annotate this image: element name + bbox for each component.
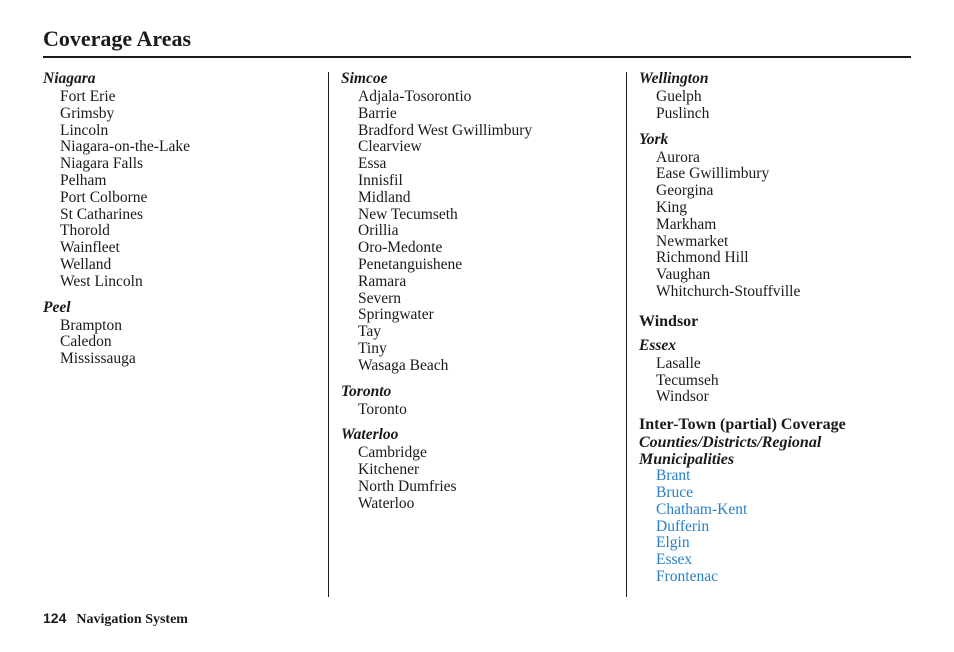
municipality-item: Severn [358, 289, 402, 307]
column-divider [626, 72, 627, 597]
municipality-item: Innisfil [358, 171, 403, 189]
municipality-item: St Catharines [60, 205, 144, 223]
municipality-item: Brampton [60, 316, 122, 334]
municipality-item: Guelph [656, 88, 702, 105]
intertown-link-dufferin[interactable]: Dufferin [656, 517, 710, 535]
municipality-item: Cambridge [358, 444, 427, 462]
municipality-item: Ease Gwillimbury [656, 165, 770, 183]
region-name: Essex [639, 336, 677, 354]
municipality-item: Lincoln [60, 121, 109, 139]
municipality-item: Toronto [358, 400, 407, 418]
municipality-item: Lasalle [656, 354, 701, 372]
region-group-waterloo [341, 426, 611, 512]
municipality-item: Wasaga Beach [358, 356, 449, 374]
title-rule [43, 56, 911, 58]
region-group-york [639, 131, 919, 301]
municipality-list [639, 150, 919, 301]
column-2 [341, 68, 611, 521]
column-3-groups [639, 70, 919, 301]
municipality-item: Fort Erie [60, 88, 116, 105]
municipality-item: Puslinch [656, 104, 710, 122]
region-name: Simcoe [341, 70, 388, 87]
column-divider [328, 72, 329, 597]
column-1 [43, 68, 313, 376]
municipality-list [341, 89, 611, 375]
municipality-list [341, 445, 611, 512]
municipality-item: Aurora [656, 148, 700, 166]
municipality-item: West Lincoln [60, 272, 143, 290]
intertown-link-list [639, 468, 919, 586]
region-group-wellington [639, 70, 919, 123]
municipality-item: Midland [358, 188, 411, 206]
region-group-niagara [43, 70, 313, 291]
municipality-item: Kitchener [358, 461, 420, 479]
municipality-item: Port Colborne [60, 188, 148, 206]
municipality-item: Windsor [656, 388, 709, 406]
municipality-item: Penetanguishene [358, 255, 463, 273]
region-name: Waterloo [341, 426, 399, 444]
municipality-item: Wainfleet [60, 239, 120, 257]
region-name: York [639, 130, 669, 148]
municipality-item: Niagara Falls [60, 155, 144, 173]
page-number: 124 [43, 610, 67, 626]
region-name: Niagara [43, 70, 96, 87]
municipality-item: Thorold [60, 222, 110, 240]
municipality-item: Niagara-on-the-Lake [60, 138, 190, 156]
section-heading-intertown: Inter-Town (partial) Coverage [639, 416, 846, 434]
municipality-item: Ramara [358, 272, 407, 290]
municipality-item: Markham [656, 215, 717, 233]
region-name: Toronto [341, 382, 392, 400]
municipality-list [43, 318, 313, 368]
municipality-item: Vaughan [656, 266, 711, 284]
municipality-item: Mississauga [60, 350, 136, 368]
municipality-item: Adjala-Tosorontio [358, 88, 472, 105]
municipality-item: Oro-Medonte [358, 239, 443, 257]
municipality-item: Pelham [60, 171, 107, 189]
region-name: Wellington [639, 70, 709, 87]
municipality-list [341, 402, 611, 419]
municipality-list [639, 89, 919, 123]
municipality-item: Bradford West Gwillimbury [358, 121, 533, 139]
intertown-link-brant[interactable]: Brant [656, 467, 691, 485]
intertown-link-essex[interactable]: Essex [656, 551, 693, 569]
municipality-item: Welland [60, 255, 112, 273]
region-name: Peel [43, 298, 71, 316]
municipality-item: Tecumseh [656, 371, 719, 389]
municipality-item: Tiny [358, 339, 387, 357]
municipality-item: North Dumfries [358, 477, 457, 495]
footer-section-title: Navigation System [76, 612, 188, 627]
municipality-item: Richmond Hill [656, 249, 749, 267]
municipality-item: Georgina [656, 182, 714, 200]
municipality-item: Grimsby [60, 104, 115, 122]
intertown-link-chatham-kent[interactable]: Chatham-Kent [656, 500, 748, 518]
municipality-list [43, 89, 313, 291]
page-title: Coverage Areas [43, 26, 192, 51]
municipality-item: Essa [358, 155, 387, 173]
intertown-link-bruce[interactable]: Bruce [656, 483, 694, 501]
municipality-item: Springwater [358, 306, 434, 324]
municipality-item: Whitchurch-Stouffville [656, 282, 801, 300]
region-group-peel [43, 299, 313, 368]
page-footer [43, 610, 188, 628]
region-group-simcoe [341, 70, 611, 375]
municipality-item: Waterloo [358, 494, 415, 512]
region-group-toronto [341, 383, 611, 419]
column-3 [639, 68, 919, 594]
municipality-list [639, 356, 919, 406]
municipality-item: Orillia [358, 222, 399, 240]
municipality-item: New Tecumseth [358, 205, 458, 223]
municipality-item: Barrie [358, 104, 397, 122]
municipality-item: Caledon [60, 333, 112, 351]
municipality-item: Clearview [358, 138, 422, 156]
region-group-essex [639, 337, 919, 406]
intertown-subheading: Counties/Districts/Regional Municipalities [639, 434, 822, 469]
intertown-link-frontenac[interactable]: Frontenac [656, 567, 718, 585]
municipality-item: King [656, 198, 687, 216]
municipality-item: Newmarket [656, 232, 729, 250]
section-heading-windsor: Windsor [639, 312, 699, 330]
municipality-item: Tay [358, 323, 382, 341]
intertown-link-elgin[interactable]: Elgin [656, 534, 690, 552]
